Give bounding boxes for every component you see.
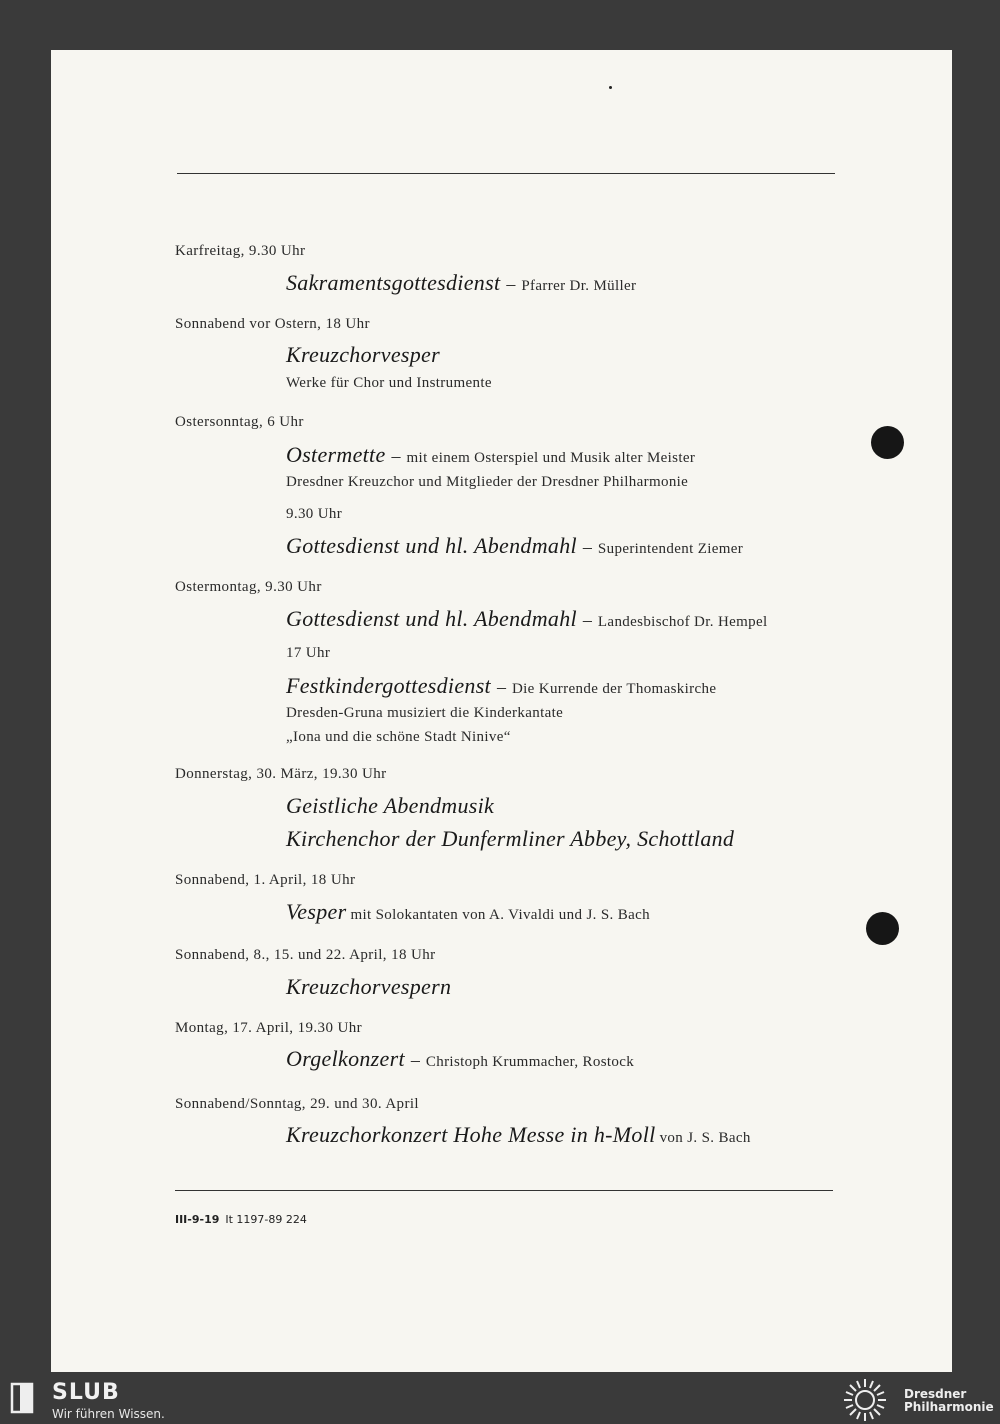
event-title: Gottesdienst und hl. Abendmahl: [286, 533, 577, 558]
event-date: Ostermontag, 9.30 Uhr: [175, 579, 322, 595]
event-line: [286, 342, 440, 368]
dash: –: [391, 446, 401, 466]
philharmonie-label[interactable]: [904, 1388, 994, 1414]
event-detail: von J. S. Bach: [659, 1130, 751, 1146]
event-title: Sakramentsgottesdienst: [286, 270, 501, 295]
event-date: Sonnabend vor Ostern, 18 Uhr: [175, 316, 370, 332]
event-detail: mit einem Osterspiel und Musik alter Meister: [406, 450, 696, 466]
punch-hole: [866, 912, 899, 945]
event-line: [286, 899, 650, 925]
event-time: 9.30 Uhr: [286, 506, 343, 522]
event-detail: Pfarrer Dr. Müller: [521, 278, 637, 294]
event-detail: Landesbischof Dr. Hempel: [597, 614, 768, 630]
dash: –: [582, 537, 592, 557]
event-detail: Werke für Chor und Instrumente: [286, 375, 492, 391]
event-detail: Superintendent Ziemer: [597, 541, 744, 557]
dash: –: [506, 274, 516, 294]
event-title: Orgelkonzert: [286, 1046, 405, 1071]
event-detail: „Iona und die schöne Stadt Ninive“: [286, 729, 511, 745]
event-title: Kreuzchorkonzert Hohe Messe in h-Moll: [286, 1122, 656, 1147]
event-date: Montag, 17. April, 19.30 Uhr: [175, 1020, 363, 1036]
slub-name[interactable]: SLUB: [52, 1380, 120, 1405]
event-title: Kirchenchor der Dunfermliner Abbey, Schottland: [286, 826, 735, 851]
event-title: Kreuzchorvespern: [286, 974, 452, 999]
event-line: [286, 606, 768, 632]
dash: –: [410, 1050, 420, 1070]
event-line: [286, 1122, 751, 1148]
event-line: [286, 974, 451, 1000]
print-code-bold: III-9-19: [175, 1213, 220, 1226]
slub-logo-icon[interactable]: [10, 1380, 40, 1416]
event-line: [286, 270, 636, 296]
event-detail: Christoph Krummacher, Rostock: [425, 1054, 635, 1070]
bottom-rule: [175, 1190, 833, 1191]
speck: [609, 86, 612, 89]
philharmonie-line2: Philharmonie: [904, 1400, 994, 1414]
event-title: Ostermette: [286, 442, 386, 467]
event-detail: Dresdner Kreuzchor und Mitglieder der Dresdner Philharmonie: [286, 474, 689, 490]
event-line: [286, 533, 743, 559]
event-detail: Die Kurrende der Thomaskirche: [511, 681, 717, 697]
event-title: Geistliche Abendmusik: [286, 793, 495, 818]
print-code: [175, 1213, 307, 1226]
event-line: [286, 793, 494, 819]
dash: –: [582, 610, 592, 630]
event-line: [286, 1046, 634, 1072]
event-title: Festkindergottesdienst: [286, 673, 491, 698]
event-date: Sonnabend, 1. April, 18 Uhr: [175, 872, 356, 888]
event-time: 17 Uhr: [286, 645, 331, 661]
philharmonie-logo-icon[interactable]: [840, 1377, 890, 1423]
event-title: Kreuzchorvesper: [286, 342, 440, 367]
punch-hole: [871, 426, 904, 459]
slub-tagline: Wir führen Wissen.: [52, 1407, 165, 1421]
event-line: [286, 442, 695, 468]
event-date: Sonnabend/Sonntag, 29. und 30. April: [175, 1096, 419, 1112]
event-detail: Dresden-Gruna musiziert die Kinderkantate: [286, 705, 564, 721]
philharmonie-line1: Dresdner: [904, 1387, 967, 1401]
event-date: Ostersonntag, 6 Uhr: [175, 414, 304, 430]
event-line: [286, 673, 716, 699]
top-rule: [177, 173, 835, 174]
event-date: Donnerstag, 30. März, 19.30 Uhr: [175, 766, 387, 782]
event-date: Karfreitag, 9.30 Uhr: [175, 243, 306, 259]
print-code-rest: It 1197-89 224: [225, 1213, 307, 1226]
event-title: Vesper: [286, 899, 347, 924]
event-title: Gottesdienst und hl. Abendmahl: [286, 606, 577, 631]
dash: –: [496, 677, 506, 697]
event-line: [286, 826, 734, 852]
event-detail: mit Solokantaten von A. Vivaldi und J. S. Bach: [350, 907, 650, 923]
event-date: Sonnabend, 8., 15. und 22. April, 18 Uhr: [175, 947, 436, 963]
